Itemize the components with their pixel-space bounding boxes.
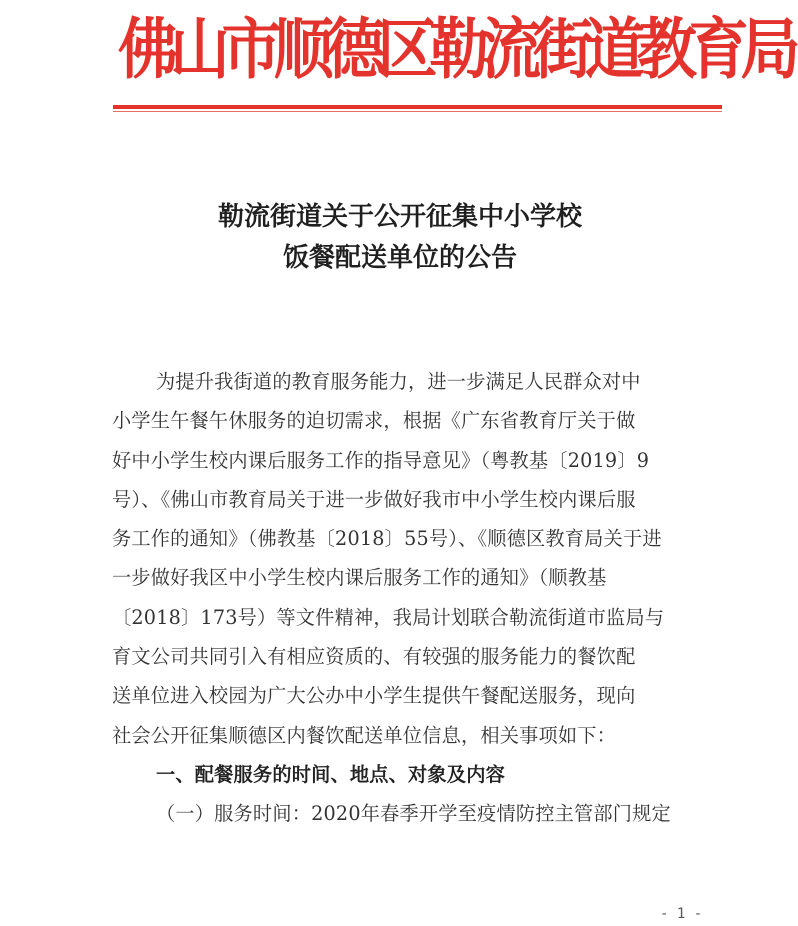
document-title [150,197,650,279]
section-heading: 一、配餐服务的时间、地点、对象及内容 [156,762,505,786]
letterhead-red-rule-thin [113,111,722,112]
body-line: 〔2018〕173号）等文件精神，我局计划联合勒流街道市监局与 [112,605,665,629]
body-line: 小学生午餐午休服务的迫切需求，根据《广东省教育厅关于做 [112,409,636,433]
body-line: 育文公司共同引入有相应资质的、有较强的服务能力的餐饮配 [112,645,636,669]
body-line: 一步做好我区中小学生校内课后服务工作的通知》（顺教基 [112,566,607,590]
body-line: 好中小学生校内课后服务工作的指导意见》（粤教基〔2019〕9 [112,448,650,472]
page-number: - 1 - [660,906,703,922]
body-line: 务工作的通知》（佛教基〔2018〕55号）、《顺德区教育局关于进 [112,527,662,551]
body-line: 为提升我街道的教育服务能力，进一步满足人民群众对中 [156,370,641,393]
document-title-line-2: 饭餐配送单位的公告 [282,243,517,273]
letterhead-org-name: 佛山市顺德区勒流街道教育局 [118,11,793,88]
body-line: 送单位进入校园为广大公办中小学生提供午餐配送服务，现向 [112,684,636,708]
letterhead-red-rule [113,105,722,109]
body-line: 号）、《佛山市教育局关于进一步做好我市中小学生校内课后服 [112,487,636,511]
body-item: （一）服务时间：2020年春季开学至疫情防控主管部门规定 [156,802,671,826]
document-title-line-1: 勒流街道关于公开征集中小学校 [217,202,582,232]
body-line: 社会公开征集顺德区内餐饮配送单位信息，相关事项如下： [112,723,617,747]
document-body [112,362,712,834]
